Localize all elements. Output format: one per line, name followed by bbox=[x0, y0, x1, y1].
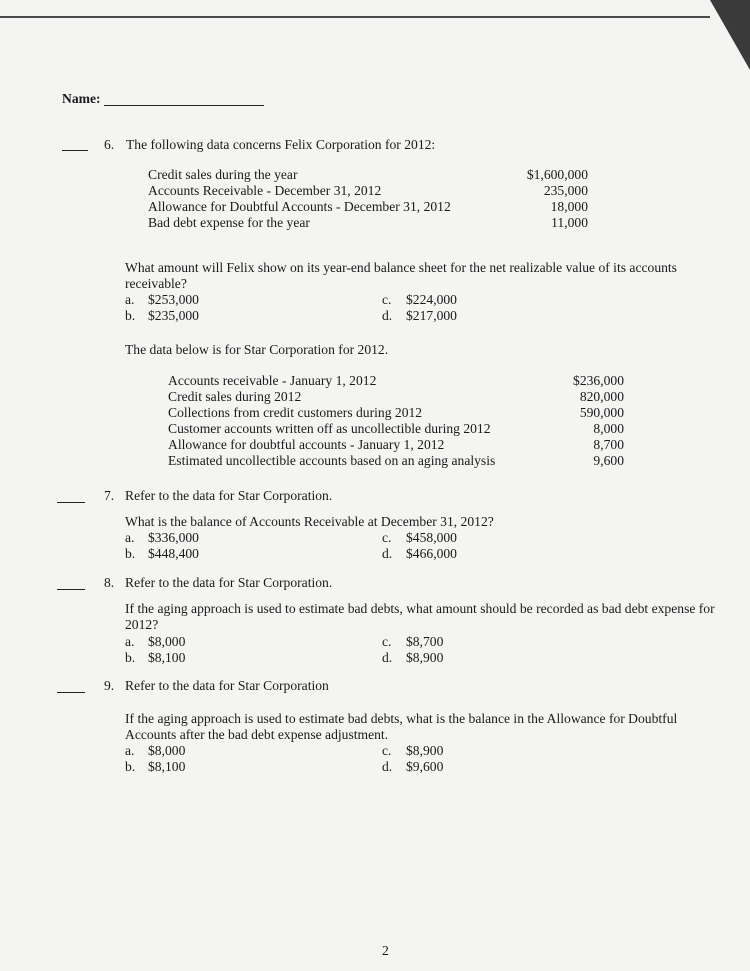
q7-option-b-letter: b. bbox=[125, 546, 136, 561]
q6-data-labels bbox=[148, 167, 451, 231]
q7-option-a: $336,000 bbox=[148, 530, 199, 545]
q6-row-value: $1,600,000 bbox=[526, 167, 588, 182]
star-row-value: 820,000 bbox=[579, 389, 624, 404]
q6-row-value: 18,000 bbox=[550, 199, 588, 214]
q8-option-c: $8,700 bbox=[406, 634, 444, 649]
q6-option-b-letter: b. bbox=[125, 308, 136, 323]
q6-row-value: 11,000 bbox=[551, 215, 588, 230]
star-row-value: 590,000 bbox=[579, 405, 624, 420]
q9-question-line1: If the aging approach is used to estimate bad debts, what is the balance in the Allowance for Doubtful bbox=[125, 711, 678, 726]
name-field-line[interactable] bbox=[104, 105, 264, 106]
q6-option-a: $253,000 bbox=[148, 292, 199, 307]
q6-option-c: $224,000 bbox=[406, 292, 457, 307]
q6-option-b: $235,000 bbox=[148, 308, 199, 323]
scan-top-line bbox=[0, 16, 710, 18]
answer-blank-9[interactable] bbox=[57, 692, 85, 693]
name-label: Name: bbox=[62, 91, 101, 106]
q9-option-d: $9,600 bbox=[406, 759, 444, 774]
q6-option-a-letter: a. bbox=[125, 292, 135, 307]
q6-row-label: Accounts Receivable - December 31, 2012 bbox=[148, 183, 382, 198]
q9-question-line2: Accounts after the bad debt expense adjustment. bbox=[125, 727, 389, 742]
star-row-label: Credit sales during 2012 bbox=[168, 389, 302, 404]
q7-option-c: $458,000 bbox=[406, 530, 457, 545]
q6-number: 6. bbox=[104, 137, 115, 152]
q9-option-b: $8,100 bbox=[148, 759, 186, 774]
q9-option-c-letter: c. bbox=[382, 743, 392, 758]
star-data-values bbox=[540, 373, 624, 469]
star-row-label: Customer accounts written off as uncollectible during 2012 bbox=[168, 421, 491, 436]
q8-option-b: $8,100 bbox=[148, 650, 186, 665]
star-row-label: Estimated uncollectible accounts based on an aging analysis bbox=[168, 453, 496, 468]
page-number: 2 bbox=[382, 943, 389, 958]
q7-option-d-letter: d. bbox=[382, 546, 393, 561]
q7-option-a-letter: a. bbox=[125, 530, 135, 545]
q8-option-b-letter: b. bbox=[125, 650, 136, 665]
star-row-label: Collections from credit customers during 2012 bbox=[168, 405, 423, 420]
q6-option-d-letter: d. bbox=[382, 308, 393, 323]
q6-row-label: Allowance for Doubtful Accounts - December 31, 2012 bbox=[148, 199, 451, 214]
q6-option-d: $217,000 bbox=[406, 308, 457, 323]
star-row-label: Accounts receivable - January 1, 2012 bbox=[168, 373, 377, 388]
q8-option-d-letter: d. bbox=[382, 650, 393, 665]
folded-corner bbox=[710, 0, 750, 70]
q9-option-b-letter: b. bbox=[125, 759, 136, 774]
q9-option-d-letter: d. bbox=[382, 759, 393, 774]
q8-question-line2: 2012? bbox=[125, 617, 159, 632]
q6-row-label: Bad debt expense for the year bbox=[148, 215, 310, 230]
q8-option-c-letter: c. bbox=[382, 634, 392, 649]
q9-number: 9. bbox=[104, 678, 115, 693]
star-row-value: 8,000 bbox=[593, 421, 624, 436]
star-row-value: 8,700 bbox=[593, 437, 624, 452]
q8-number: 8. bbox=[104, 575, 115, 590]
q9-option-a: $8,000 bbox=[148, 743, 186, 758]
q8-option-d: $8,900 bbox=[406, 650, 444, 665]
q8-ref: Refer to the data for Star Corporation. bbox=[125, 575, 333, 590]
q7-ref: Refer to the data for Star Corporation. bbox=[125, 488, 333, 503]
q6-question-line2: receivable? bbox=[125, 276, 187, 291]
star-row-value: $236,000 bbox=[573, 373, 624, 388]
q8-option-a-letter: a. bbox=[125, 634, 135, 649]
q6-question-line1: What amount will Felix show on its year-end balance sheet for the net realizable value of its accounts bbox=[125, 260, 677, 275]
star-row-label: Allowance for doubtful accounts - January 1, 2012 bbox=[168, 437, 445, 452]
star-row-value: 9,600 bbox=[593, 453, 624, 468]
q7-option-d: $466,000 bbox=[406, 546, 457, 561]
star-data-labels bbox=[168, 373, 495, 469]
q7-option-c-letter: c. bbox=[382, 530, 392, 545]
q6-prompt: The following data concerns Felix Corporation for 2012: bbox=[126, 137, 436, 152]
answer-blank-6[interactable] bbox=[62, 150, 88, 151]
q9-option-a-letter: a. bbox=[125, 743, 135, 758]
q8-question-line1: If the aging approach is used to estimate bad debts, what amount should be recorded as bad debt expense for bbox=[125, 601, 715, 616]
q8-option-a: $8,000 bbox=[148, 634, 186, 649]
q6-row-label: Credit sales during the year bbox=[148, 167, 298, 182]
q9-option-c: $8,900 bbox=[406, 743, 444, 758]
star-intro: The data below is for Star Corporation for 2012. bbox=[125, 342, 389, 357]
answer-blank-8[interactable] bbox=[57, 589, 85, 590]
q7-option-b: $448,400 bbox=[148, 546, 199, 561]
q9-ref: Refer to the data for Star Corporation bbox=[125, 678, 329, 693]
q6-row-value: 235,000 bbox=[543, 183, 588, 198]
q6-option-c-letter: c. bbox=[382, 292, 392, 307]
q7-question: What is the balance of Accounts Receivable at December 31, 2012? bbox=[125, 514, 494, 529]
answer-blank-7[interactable] bbox=[57, 502, 85, 503]
q7-number: 7. bbox=[104, 488, 115, 503]
q6-data-values bbox=[490, 167, 588, 231]
